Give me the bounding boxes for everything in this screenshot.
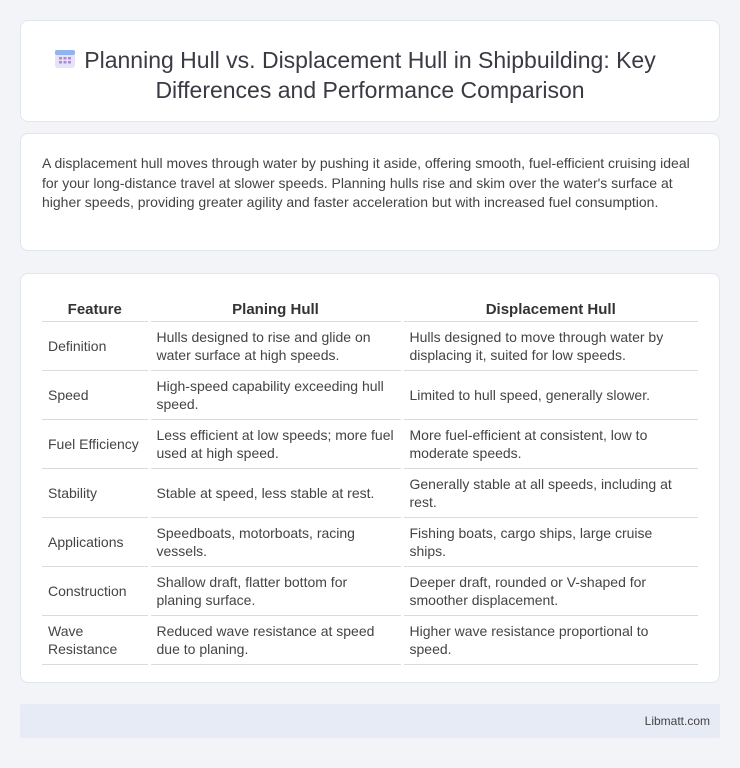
page-title: Planning Hull vs. Displacement Hull in Shipbuilding: Key Differences and Performance Comparison <box>84 47 656 103</box>
table-row <box>42 615 698 664</box>
displacement-cell: Hulls designed to move through water by displacing it, suited for low speeds. <box>402 321 698 370</box>
feature-cell: Stability <box>42 468 149 517</box>
planing-cell: Less efficient at low speeds; more fuel used at high speed. <box>149 419 402 468</box>
feature-cell: Speed <box>42 370 149 419</box>
footer-brand: Libmatt.com <box>644 714 710 728</box>
table-row <box>42 566 698 615</box>
intro-paragraph: A displacement hull moves through water by pushing it aside, offering smooth, fuel-efficient cruising ideal for your long-distance travel at slower speeds. Planning hulls rise and skim over the water's surface at higher speeds, providing greater agility and faster acceleration but with increased fuel consumption. <box>42 155 690 210</box>
column-header-planing-hull: Planing Hull <box>149 295 402 321</box>
comparison-card <box>20 273 720 683</box>
table-row <box>42 419 698 468</box>
column-header-feature: Feature <box>42 295 149 321</box>
table-row <box>42 370 698 419</box>
table-row <box>42 468 698 517</box>
table-row <box>42 517 698 566</box>
feature-cell: Definition <box>42 321 149 370</box>
planing-cell: Speedboats, motorboats, racing vessels. <box>149 517 402 566</box>
planing-cell: Shallow draft, flatter bottom for planing surface. <box>149 566 402 615</box>
intro-card <box>20 133 720 251</box>
displacement-cell: Limited to hull speed, generally slower. <box>402 370 698 419</box>
displacement-cell: Higher wave resistance proportional to speed. <box>402 615 698 664</box>
planing-cell: Stable at speed, less stable at rest. <box>149 468 402 517</box>
title-card <box>20 20 720 122</box>
column-header-displacement-hull: Displacement Hull <box>402 295 698 321</box>
feature-cell: Wave Resistance <box>42 615 149 664</box>
planing-cell: Hulls designed to rise and glide on water surface at high speeds. <box>149 321 402 370</box>
feature-cell: Applications <box>42 517 149 566</box>
planing-cell: Reduced wave resistance at speed due to planing. <box>149 615 402 664</box>
feature-cell: Construction <box>42 566 149 615</box>
table-header-row <box>42 295 698 321</box>
feature-cell: Fuel Efficiency <box>42 419 149 468</box>
table-row <box>42 321 698 370</box>
displacement-cell: Generally stable at all speeds, including at rest. <box>402 468 698 517</box>
comparison-table <box>42 295 698 665</box>
planing-cell: High-speed capability exceeding hull speed. <box>149 370 402 419</box>
displacement-cell: Fishing boats, cargo ships, large cruise ships. <box>402 517 698 566</box>
displacement-cell: More fuel-efficient at consistent, low to moderate speeds. <box>402 419 698 468</box>
displacement-cell: Deeper draft, rounded or V-shaped for smoother displacement. <box>402 566 698 615</box>
footer-bar <box>20 704 720 738</box>
